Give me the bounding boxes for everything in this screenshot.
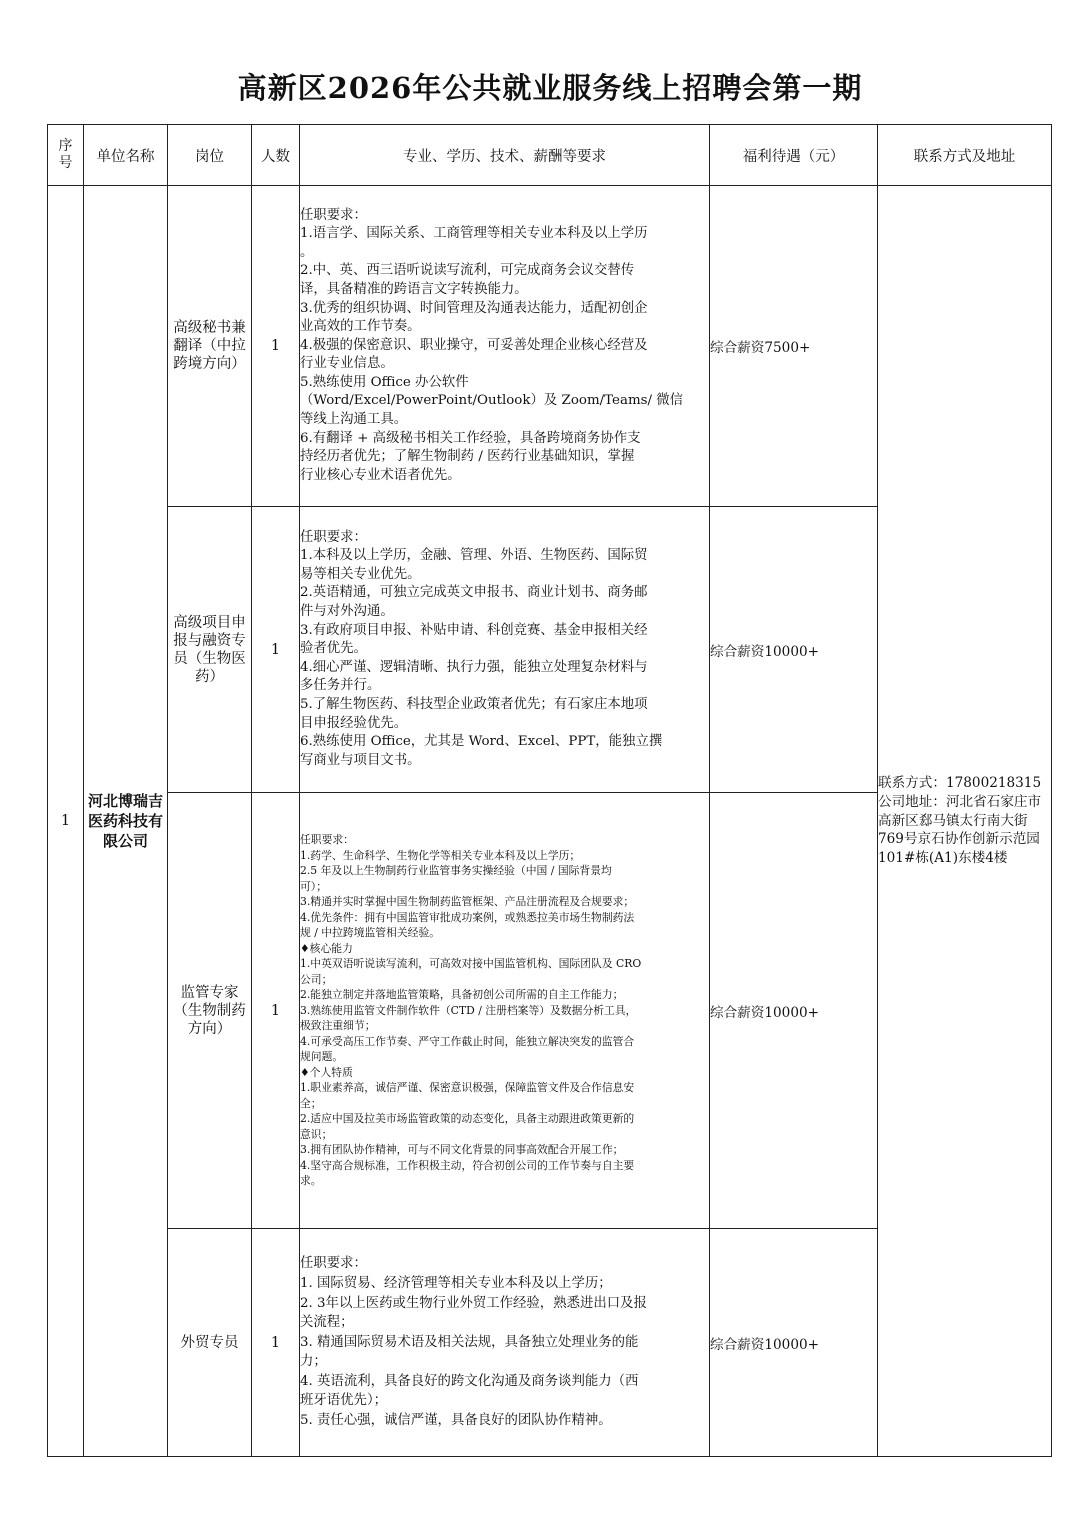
requirement-line: 3. 精通国际贸易术语及相关法规，具备独立处理业务的能 bbox=[300, 1334, 639, 1350]
requirement-line: 5.熟练使用 Office 办公软件 bbox=[300, 374, 469, 390]
requirement-line: 4.细心严谨、逻辑清晰、执行力强，能独立处理复杂材料与 bbox=[300, 659, 648, 675]
requirement-line: 件与对外沟通。 bbox=[300, 604, 394, 620]
requirement-line: 2.适应中国及拉美市场监管政策的动态变化，具备主动跟进政策更新的 bbox=[300, 1112, 635, 1126]
requirement-line: 行业核心专业术语者优先。 bbox=[300, 467, 461, 483]
requirement-line: 2. 3年以上医药或生物行业外贸工作经验，熟悉进出口及报 bbox=[300, 1295, 647, 1311]
requirement-line: 3.优秀的组织协调、时间管理及沟通表达能力，适配初创企 bbox=[300, 300, 648, 316]
welfare-cell: 综合薪资7500+ bbox=[710, 186, 878, 507]
requirement-line: 2.能独立制定并落地监管策略，具备初创公司所需的自主工作能力； bbox=[300, 988, 624, 1002]
requirement-line: 2.5 年及以上生物制药行业监管事务实操经验（中国 / 国际背景均 bbox=[300, 864, 612, 878]
requirement-line: 5. 责任心强，诚信严谨，具备良好的团队协作精神。 bbox=[300, 1413, 612, 1429]
requirement-line: 目申报经验优先。 bbox=[300, 715, 408, 731]
requirement-line: 2.英语精通，可独立完成英文申报书、商业计划书、商务邮 bbox=[300, 585, 648, 601]
requirement-line: 4. 英语流利，具备良好的跨文化沟通及商务谈判能力（西 bbox=[300, 1373, 639, 1389]
requirement-line: 可）； bbox=[300, 879, 327, 893]
headcount: 1 bbox=[252, 186, 300, 507]
welfare-cell: 综合薪资10000+ bbox=[710, 793, 878, 1229]
requirements-cell bbox=[300, 186, 710, 507]
requirement-line: 6.熟练使用 Office，尤其是 Word、Excel、PPT，能独立撰 bbox=[300, 734, 663, 750]
requirement-line: 任职要求： bbox=[300, 1256, 367, 1272]
requirement-line: 3.精通并实时掌握中国生物制药监管框架、产品注册流程及合规要求； bbox=[300, 895, 635, 909]
requirement-line: 3.拥有团队协作精神，可与不同文化背景的同事高效配合开展工作； bbox=[300, 1143, 624, 1157]
requirement-line: 易等相关专业优先。 bbox=[300, 566, 421, 582]
contact-phone: 联系方式：17800218315 bbox=[878, 775, 1042, 791]
requirement-line: 1. 国际贸易、经济管理等相关专业本科及以上学历； bbox=[300, 1275, 612, 1291]
requirement-line: 1.中英双语听说读写流利，可高效对接中国监管机构、国际团队及 CRO bbox=[300, 957, 642, 971]
requirement-line: 公司； bbox=[300, 972, 333, 986]
header-post: 岗位 bbox=[168, 125, 252, 186]
requirement-line: 业高效的工作节奏。 bbox=[300, 319, 421, 335]
company-name: 河北博瑞吉医药科技有限公司 bbox=[84, 186, 168, 1457]
requirement-line: ♦个人特质 bbox=[300, 1065, 353, 1079]
header-seq: 序号 bbox=[48, 125, 84, 186]
header-company: 单位名称 bbox=[84, 125, 168, 186]
table-row bbox=[48, 186, 1052, 507]
requirement-line: 4.极强的保密意识、职业操守，可妥善处理企业核心经营及 bbox=[300, 337, 648, 353]
header-welfare: 福利待遇（元） bbox=[710, 125, 878, 186]
requirement-line: 力； bbox=[300, 1354, 327, 1370]
requirement-line: 译，具备精准的跨语言文字转换能力。 bbox=[300, 281, 528, 297]
requirement-line: 持经历者优先；了解生物制药 / 医药行业基础知识，掌握 bbox=[300, 449, 635, 465]
requirement-line: 6.有翻译 + 高级秘书相关工作经验，具备跨境商务协作支 bbox=[300, 430, 641, 446]
requirement-line: 1.语言学、国际关系、工商管理等相关专业本科及以上学历 bbox=[300, 226, 648, 242]
welfare-cell: 综合薪资10000+ bbox=[710, 507, 878, 793]
requirement-line: 任职要求： bbox=[300, 529, 367, 545]
requirement-line: 求。 bbox=[300, 1174, 322, 1188]
requirement-line: 1.药学、生命科学、生物化学等相关专业本科及以上学历； bbox=[300, 848, 581, 862]
headcount: 1 bbox=[252, 507, 300, 793]
requirement-line: 行业专业信息。 bbox=[300, 356, 394, 372]
requirements-cell bbox=[300, 507, 710, 793]
requirement-line: 4.优先条件：拥有中国监管审批成功案例，或熟悉拉美市场生物制药法 bbox=[300, 910, 635, 924]
requirement-line: 班牙语优先）； bbox=[300, 1393, 388, 1409]
post-name: 高级秘书兼翻译（中拉跨境方向） bbox=[168, 186, 252, 507]
requirement-line: 4.坚守高合规标准，工作积极主动，符合初创公司的工作节奏与自主要 bbox=[300, 1158, 635, 1172]
requirement-line: 规 / 中拉跨境监管相关经验。 bbox=[300, 926, 441, 940]
post-name: 高级项目申报与融资专员（生物医药） bbox=[168, 507, 252, 793]
header-contact: 联系方式及地址 bbox=[878, 125, 1052, 186]
welfare-cell: 综合薪资10000+ bbox=[710, 1229, 878, 1457]
requirement-line: 4.可承受高压工作节奏、严守工作截止时间，能独立解决突发的监管合 bbox=[300, 1034, 635, 1048]
requirement-line: 5.了解生物医药、科技型企业政策者优先；有石家庄本地项 bbox=[300, 696, 648, 712]
requirement-line: 写商业与项目文书。 bbox=[300, 752, 421, 768]
requirement-line: 2.中、英、西三语听说读写流利，可完成商务会议交替传 bbox=[300, 263, 635, 279]
requirements-cell bbox=[300, 793, 710, 1229]
header-requirements: 专业、学历、技术、薪酬等要求 bbox=[300, 125, 710, 186]
contact-cell bbox=[878, 186, 1052, 1457]
page-title: 高新区2026年公共就业服务线上招聘会第一期 bbox=[237, 71, 863, 105]
requirement-line: 意识； bbox=[300, 1127, 333, 1141]
header-row bbox=[48, 125, 1052, 186]
requirement-line: 1.本科及以上学历，金融、管理、外语、生物医药、国际贸 bbox=[300, 548, 648, 564]
requirements-cell bbox=[300, 1229, 710, 1457]
requirement-line: 多任务并行。 bbox=[300, 678, 381, 694]
requirement-line: 3.有政府项目申报、补贴申请、科创竞赛、基金申报相关经 bbox=[300, 622, 648, 638]
headcount: 1 bbox=[252, 1229, 300, 1457]
requirement-line: 关流程； bbox=[300, 1315, 354, 1331]
requirement-line: 3.熟练使用监管文件制作软件（CTD / 注册档案等）及数据分析工具， bbox=[300, 1003, 637, 1017]
requirement-line: 验者优先。 bbox=[300, 641, 367, 657]
requirement-line: 。 bbox=[300, 244, 314, 260]
requirement-line: 极致注重细节； bbox=[300, 1019, 376, 1033]
post-name: 外贸专员 bbox=[168, 1229, 252, 1457]
requirement-line: 1.职业素养高，诚信严谨、保密意识极强，保障监管文件及合作信息安 bbox=[300, 1081, 635, 1095]
requirement-line: （Word/Excel/PowerPoint/Outlook）及 Zoom/Teams/ 微信 bbox=[300, 393, 684, 409]
job-table bbox=[47, 124, 1052, 1457]
header-count: 人数 bbox=[252, 125, 300, 186]
post-name: 监管专家（生物制药方向） bbox=[168, 793, 252, 1229]
requirement-line: ♦核心能力 bbox=[300, 941, 353, 955]
requirement-line: 任职要求： bbox=[300, 833, 354, 847]
requirement-line: 规问题。 bbox=[300, 1050, 344, 1064]
requirement-line: 全； bbox=[300, 1096, 322, 1110]
contact-address: 公司地址：河北省石家庄市高新区郄马镇太行南大街769号京石协作创新示范园101#栋(A1)东楼4楼 bbox=[878, 793, 1042, 867]
requirement-line: 任职要求： bbox=[300, 207, 367, 223]
requirement-line: 等线上沟通工具。 bbox=[300, 412, 408, 428]
seq-cell: 1 bbox=[48, 186, 84, 1457]
headcount: 1 bbox=[252, 793, 300, 1229]
